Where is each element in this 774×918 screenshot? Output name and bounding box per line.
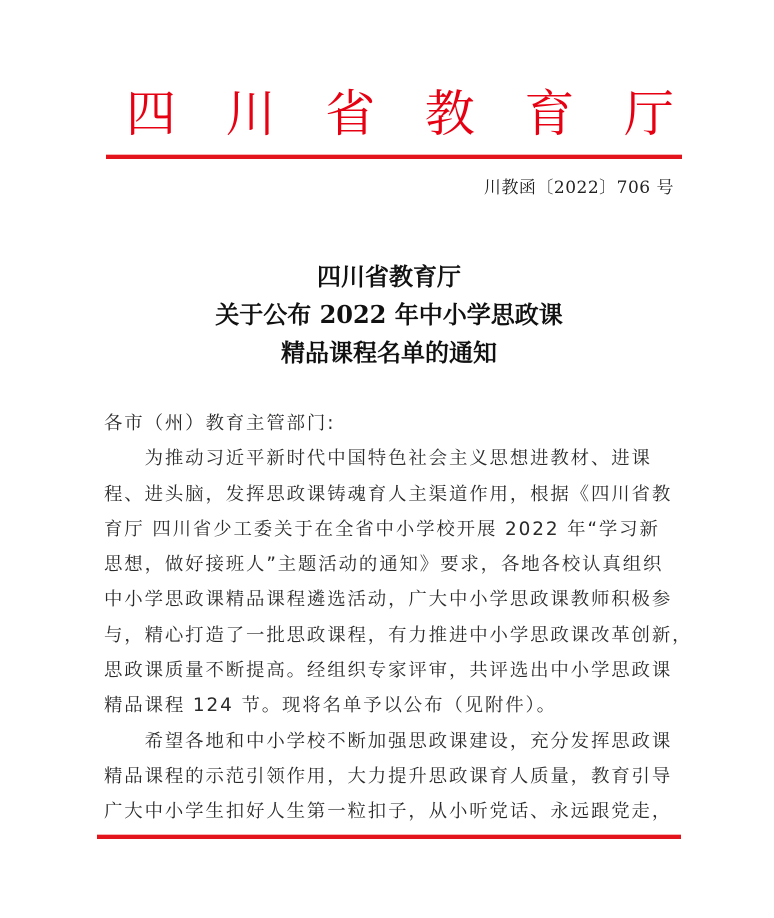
body-line: 中小学思政课精品课程遴选活动，广大中小学思政课教师积极参	[104, 589, 673, 611]
letterhead-char: 厅	[623, 85, 674, 143]
document-title	[100, 258, 678, 372]
body-line: 广大中小学生扣好人生第一粒扣子，从小听党话、永远跟党走，	[104, 801, 673, 823]
body-line: 育厅 四川省少工委关于在全省中小学校开展 2022 年“学习新	[104, 518, 660, 540]
body-line: 精品课程 124 节。现将名单予以公布（见附件）。	[104, 695, 557, 717]
letterhead-char: 四	[126, 85, 176, 143]
letterhead-char: 省	[325, 85, 376, 143]
body-line: 与，精心打造了一批思政课程，有力推进中小学思政课改革创新，	[104, 624, 693, 646]
title-line: 四川省教育厅	[317, 262, 461, 291]
body-line: 程、进头脑，发挥思政课铸魂育人主渠道作用，根据《四川省教	[104, 483, 673, 505]
body-line: 思政课质量不断提高。经组织专家评审，共评选出中小学思政课	[104, 660, 673, 682]
body-line: 精品课程的示范引领作用，大力提升思政课育人质量，教育引导	[104, 765, 673, 787]
letterhead-char: 育	[524, 85, 575, 143]
letterhead-char: 教	[424, 85, 475, 143]
letterhead-char: 川	[225, 85, 276, 143]
salutation: 各市（州）教育主管部门:	[104, 413, 336, 434]
title-line: 精品课程名单的通知	[281, 338, 497, 367]
body-line: 思想，做好接班人”主题活动的通知》要求，各地各校认真组织	[104, 554, 664, 576]
footer-divider	[97, 835, 681, 839]
body-line: 希望各地和中小学校不断加强思政课建设，充分发挥思政课	[104, 730, 673, 752]
body-line: 为推动习近平新时代中国特色社会主义思想进教材、进课	[104, 448, 652, 470]
title-line: 关于公布 2022 年中小学思政课	[215, 300, 563, 329]
letterhead-masthead	[120, 84, 680, 144]
document-body	[104, 406, 693, 830]
document-number: 川教函〔2022〕706 号	[483, 178, 674, 198]
letterhead-divider	[106, 155, 682, 159]
